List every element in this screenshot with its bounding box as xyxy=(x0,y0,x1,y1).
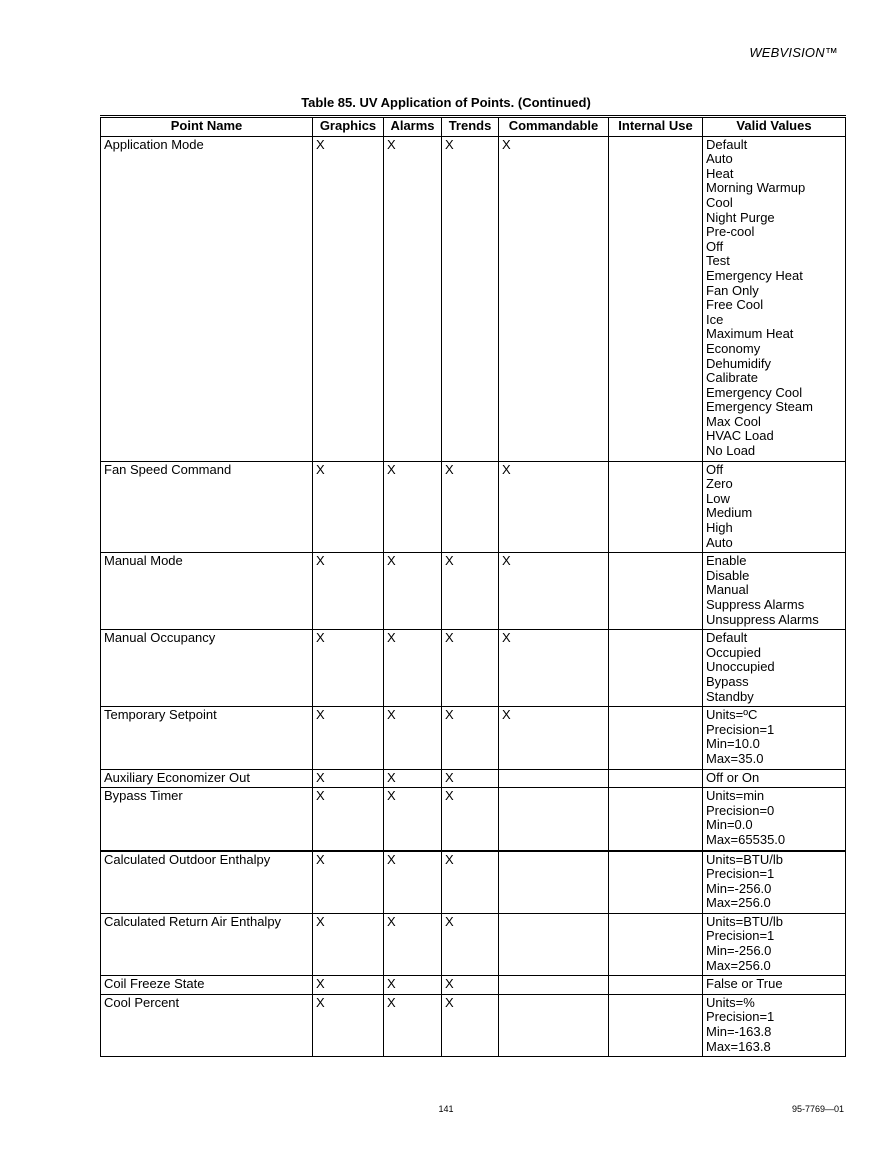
valid-value: Calibrate xyxy=(706,370,759,386)
graphics-cell: X xyxy=(313,136,384,461)
valid-value: Default xyxy=(706,630,748,646)
internal-use-cell xyxy=(609,769,703,788)
valid-value: Max=35.0 xyxy=(706,750,764,766)
valid-value: Standby xyxy=(706,688,754,704)
valid-value: Enable xyxy=(706,553,747,569)
commandable-cell xyxy=(499,994,609,1056)
table-body xyxy=(101,136,846,1057)
valid-value: Max Cool xyxy=(706,413,761,429)
alarms-cell: X xyxy=(384,913,442,975)
alarms-cell: X xyxy=(384,769,442,788)
trends-cell: X xyxy=(442,976,499,995)
graphics-cell: X xyxy=(313,851,384,914)
valid-value: Precision=1 xyxy=(706,866,775,882)
trends-cell: X xyxy=(442,136,499,461)
valid-value: Maximum Heat xyxy=(706,326,794,342)
alarms-cell: X xyxy=(384,136,442,461)
table-row xyxy=(101,976,846,995)
point-name-cell: Bypass Timer xyxy=(101,788,313,851)
alarms-cell: X xyxy=(384,630,442,707)
column-header-commandable: Commandable xyxy=(499,117,609,137)
valid-value: Unoccupied xyxy=(706,659,775,675)
valid-value: Night Purge xyxy=(706,209,775,225)
valid-values-cell xyxy=(703,994,846,1056)
valid-value: Pre-cool xyxy=(706,224,755,240)
valid-value: Emergency Cool xyxy=(706,384,803,400)
valid-value: Fan Only xyxy=(706,282,759,298)
valid-value: Off xyxy=(706,238,724,254)
valid-value: Precision=0 xyxy=(706,802,775,818)
trends-cell: X xyxy=(442,769,499,788)
points-table xyxy=(100,115,846,1057)
commandable-cell: X xyxy=(499,707,609,769)
table-row xyxy=(101,769,846,788)
valid-value: Emergency Steam xyxy=(706,399,813,415)
graphics-cell: X xyxy=(313,461,384,553)
valid-value: Units=min xyxy=(706,788,765,804)
valid-value: Units=BTU/lb xyxy=(706,851,783,867)
column-header-alarms: Alarms xyxy=(384,117,442,137)
trends-cell: X xyxy=(442,707,499,769)
internal-use-cell xyxy=(609,630,703,707)
valid-value: Default xyxy=(706,136,748,152)
valid-value: Morning Warmup xyxy=(706,180,806,196)
valid-value: Medium xyxy=(706,505,753,521)
valid-value: False or True xyxy=(706,976,783,992)
trends-cell: X xyxy=(442,788,499,851)
valid-values-cell xyxy=(703,788,846,851)
commandable-cell xyxy=(499,769,609,788)
table-row xyxy=(101,788,846,851)
valid-value: Max=256.0 xyxy=(706,895,771,911)
table-header-row xyxy=(101,117,846,137)
valid-value: Free Cool xyxy=(706,297,764,313)
valid-value: Manual xyxy=(706,582,749,598)
alarms-cell: X xyxy=(384,707,442,769)
commandable-cell: X xyxy=(499,630,609,707)
graphics-cell: X xyxy=(313,913,384,975)
valid-value: Units=% xyxy=(706,994,755,1010)
valid-value: Units=ºC xyxy=(706,707,758,723)
valid-value: Dehumidify xyxy=(706,355,772,371)
valid-value: Off or On xyxy=(706,769,760,785)
trends-cell: X xyxy=(442,553,499,630)
trends-cell: X xyxy=(442,630,499,707)
valid-value: Cool xyxy=(706,194,733,210)
table-row xyxy=(101,913,846,975)
valid-value: Max=65535.0 xyxy=(706,831,786,847)
valid-value: Precision=1 xyxy=(706,1009,775,1025)
page-number: 141 xyxy=(438,1104,454,1114)
valid-values-cell xyxy=(703,461,846,553)
valid-value: Precision=1 xyxy=(706,928,775,944)
graphics-cell: X xyxy=(313,769,384,788)
alarms-cell: X xyxy=(384,461,442,553)
point-name-cell: Cool Percent xyxy=(101,994,313,1056)
trends-cell: X xyxy=(442,913,499,975)
valid-value: Off xyxy=(706,461,724,477)
commandable-cell xyxy=(499,913,609,975)
valid-value: Unsuppress Alarms xyxy=(706,611,819,627)
trends-cell: X xyxy=(442,461,499,553)
column-header-graphics: Graphics xyxy=(313,117,384,137)
internal-use-cell xyxy=(609,994,703,1056)
valid-values-cell xyxy=(703,630,846,707)
valid-values-cell xyxy=(703,913,846,975)
valid-values-cell xyxy=(703,769,846,788)
point-name-cell: Manual Occupancy xyxy=(101,630,313,707)
column-header-internal-use: Internal Use xyxy=(609,117,703,137)
commandable-cell xyxy=(499,976,609,995)
internal-use-cell xyxy=(609,461,703,553)
valid-value: Bypass xyxy=(706,673,749,689)
running-header-title: WEBVISION™ xyxy=(749,45,838,60)
point-name-cell: Temporary Setpoint xyxy=(101,707,313,769)
valid-value: Min=-163.8 xyxy=(706,1024,772,1040)
alarms-cell: X xyxy=(384,851,442,914)
valid-value: Emergency Heat xyxy=(706,267,803,283)
table-caption: Table 85. UV Application of Points. (Continued) xyxy=(301,95,591,110)
table-row xyxy=(101,553,846,630)
valid-values-cell xyxy=(703,553,846,630)
commandable-cell xyxy=(499,788,609,851)
table-row xyxy=(101,136,846,461)
valid-value: Zero xyxy=(706,476,733,492)
table-row xyxy=(101,461,846,553)
valid-value: Economy xyxy=(706,340,761,356)
table-row xyxy=(101,707,846,769)
alarms-cell: X xyxy=(384,788,442,851)
valid-value: Heat xyxy=(706,165,734,181)
internal-use-cell xyxy=(609,553,703,630)
table-row xyxy=(101,630,846,707)
valid-value: Min=0.0 xyxy=(706,817,753,833)
column-header-point-name: Point Name xyxy=(101,117,313,137)
table-row xyxy=(101,851,846,914)
trends-cell: X xyxy=(442,994,499,1056)
point-name-cell: Auxiliary Economizer Out xyxy=(101,769,313,788)
internal-use-cell xyxy=(609,136,703,461)
point-name-cell: Manual Mode xyxy=(101,553,313,630)
internal-use-cell xyxy=(609,851,703,914)
valid-value: Min=-256.0 xyxy=(706,880,772,896)
valid-value: High xyxy=(706,520,733,536)
valid-value: Ice xyxy=(706,311,724,327)
valid-value: Max=163.8 xyxy=(706,1038,771,1054)
graphics-cell: X xyxy=(313,994,384,1056)
graphics-cell: X xyxy=(313,553,384,630)
graphics-cell: X xyxy=(313,976,384,995)
internal-use-cell xyxy=(609,913,703,975)
point-name-cell: Fan Speed Command xyxy=(101,461,313,553)
alarms-cell: X xyxy=(384,994,442,1056)
valid-value: Max=256.0 xyxy=(706,957,771,973)
internal-use-cell xyxy=(609,788,703,851)
alarms-cell: X xyxy=(384,976,442,995)
point-name-cell: Coil Freeze State xyxy=(101,976,313,995)
valid-value: No Load xyxy=(706,443,756,459)
graphics-cell: X xyxy=(313,630,384,707)
graphics-cell: X xyxy=(313,788,384,851)
valid-value: Auto xyxy=(706,151,733,167)
column-header-valid-values: Valid Values xyxy=(703,117,846,137)
valid-value: Units=BTU/lb xyxy=(706,913,783,929)
alarms-cell: X xyxy=(384,553,442,630)
valid-values-cell xyxy=(703,707,846,769)
valid-value: HVAC Load xyxy=(706,428,774,444)
internal-use-cell xyxy=(609,976,703,995)
table-row xyxy=(101,994,846,1056)
commandable-cell xyxy=(499,851,609,914)
valid-value: Min=-256.0 xyxy=(706,943,772,959)
valid-values-cell xyxy=(703,976,846,995)
valid-value: Precision=1 xyxy=(706,721,775,737)
document-number: 95-7769—01 xyxy=(791,1104,844,1114)
valid-value: Low xyxy=(706,490,730,506)
valid-value: Suppress Alarms xyxy=(706,597,805,612)
trends-cell: X xyxy=(442,851,499,914)
commandable-cell: X xyxy=(499,136,609,461)
point-name-cell: Calculated Outdoor Enthalpy xyxy=(101,851,313,914)
internal-use-cell xyxy=(609,707,703,769)
valid-value: Test xyxy=(706,253,730,269)
column-header-trends: Trends xyxy=(442,117,499,137)
valid-value: Min=10.0 xyxy=(706,736,760,752)
valid-values-cell xyxy=(703,851,846,914)
valid-value: Auto xyxy=(706,534,733,550)
valid-values-cell xyxy=(703,136,846,461)
point-name-cell: Calculated Return Air Enthalpy xyxy=(101,913,313,975)
commandable-cell: X xyxy=(499,461,609,553)
commandable-cell: X xyxy=(499,553,609,630)
point-name-cell: Application Mode xyxy=(101,136,313,461)
valid-value: Disable xyxy=(706,567,750,583)
valid-value: Occupied xyxy=(706,644,761,660)
graphics-cell: X xyxy=(313,707,384,769)
